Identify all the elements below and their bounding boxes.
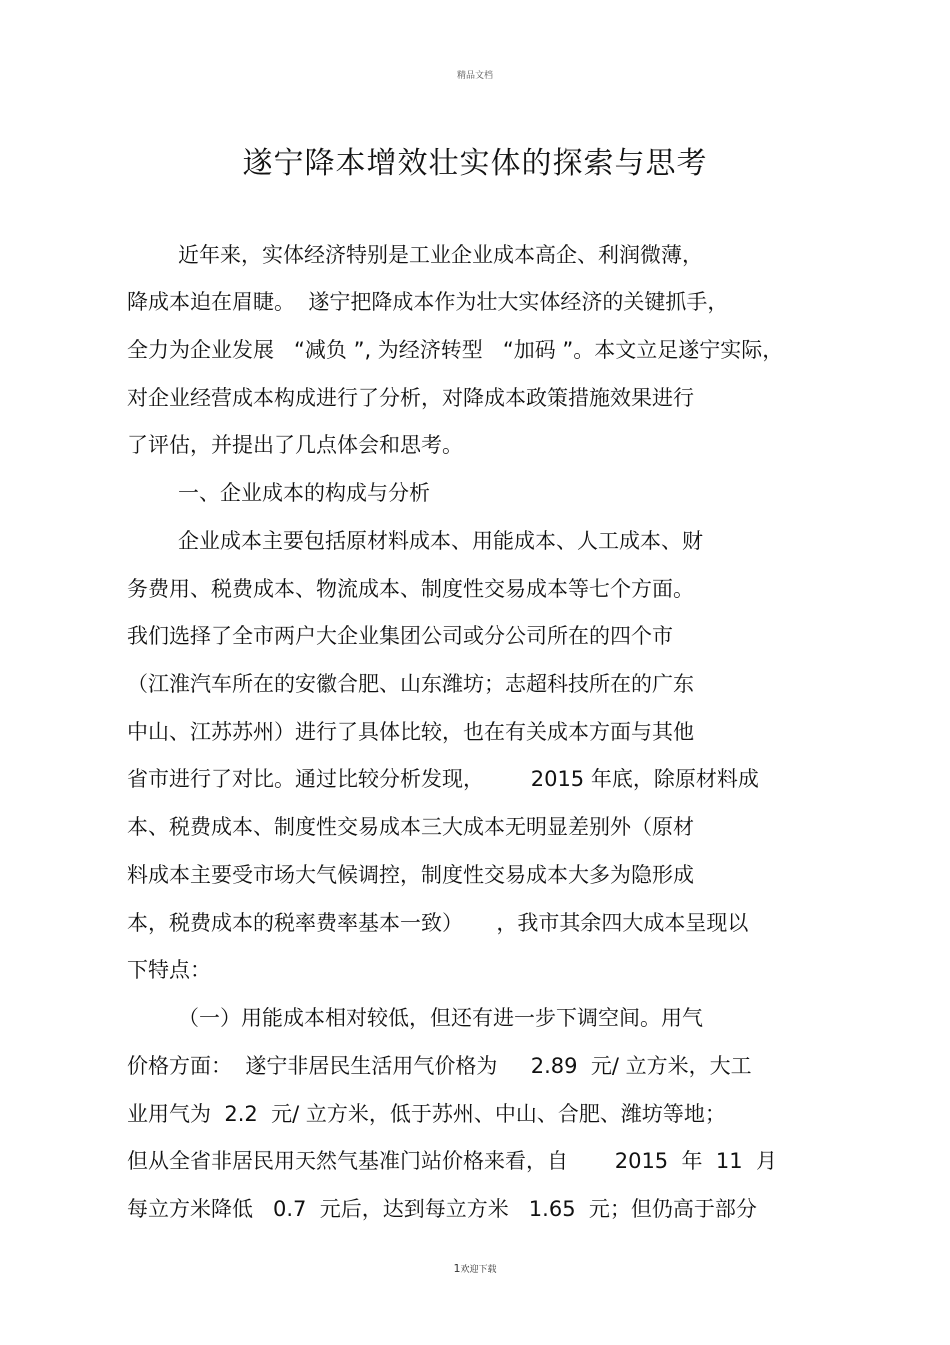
paragraph-line: 中山、江苏苏州）进行了具体比较，也在有关成本方面与其他	[127, 720, 694, 744]
paragraph-line: 我们选择了全市两户大企业集团公司或分公司所在的四个市	[127, 624, 673, 648]
paragraph-line: 降成本迫在眉睫。 遂宁把降成本作为壮大实体经济的关键抓手，	[127, 290, 729, 314]
paragraph-line: 务费用、税费成本、物流成本、制度性交易成本等七个方面。	[127, 577, 694, 601]
paragraph-line: （江淮汽车所在的安徽合肥、山东潍坊；志超科技所在的广东	[127, 672, 694, 696]
paragraph-line: 下特点：	[127, 958, 211, 982]
paragraph-line: 但从全省非居民用天然气基准门站价格来看，自 2015 年 11 月	[127, 1149, 777, 1173]
paragraph-line: 料成本主要受市场大气候调控，制度性交易成本大多为隐形成	[127, 863, 694, 887]
paragraph-line: 业用气为 2.2 元/ 立方米，低于苏州、中山、合肥、潍坊等地；	[127, 1102, 726, 1126]
subsection-heading: （一）用能成本相对较低，但还有进一步下调空间。用气	[178, 1006, 703, 1030]
page-footer	[0, 1262, 950, 1275]
page-number: 1	[453, 1262, 461, 1275]
paragraph-line: 了评估，并提出了几点体会和思考。	[127, 433, 463, 457]
document-title: 遂宁降本增效壮实体的探索与思考	[242, 146, 708, 181]
section-heading: 一、企业成本的构成与分析	[178, 481, 430, 505]
paragraph-line: 全力为企业发展 “减负 ”, 为经济转型 “加码 ”。本文立足遂宁实际，	[127, 338, 784, 362]
paragraph-line: 近年来，实体经济特别是工业企业成本高企、利润微薄，	[178, 243, 703, 267]
paragraph-line: 对企业经营成本构成进行了分析，对降成本政策措施效果进行	[127, 386, 694, 410]
paragraph-line: 企业成本主要包括原材料成本、用能成本、人工成本、财	[178, 529, 703, 553]
paragraph-line: 省市进行了对比。通过比较分析发现， 2015 年底，除原材料成	[127, 767, 759, 791]
paragraph-line: 价格方面： 遂宁非居民生活用气价格为 2.89 元/ 立方米，大工	[127, 1054, 752, 1078]
paragraph-line: 本，税费成本的税率费率基本一致） ，我市其余四大成本呈现以	[127, 911, 749, 935]
page-header: 精品文档	[456, 71, 493, 81]
paragraph-line: 本、税费成本、制度性交易成本三大成本无明显差别外（原材	[127, 815, 694, 839]
paragraph-line: 每立方米降低 0.7 元后，达到每立方米 1.65 元；但仍高于部分	[127, 1197, 757, 1221]
footer-text: 欢迎下载	[460, 1265, 497, 1275]
